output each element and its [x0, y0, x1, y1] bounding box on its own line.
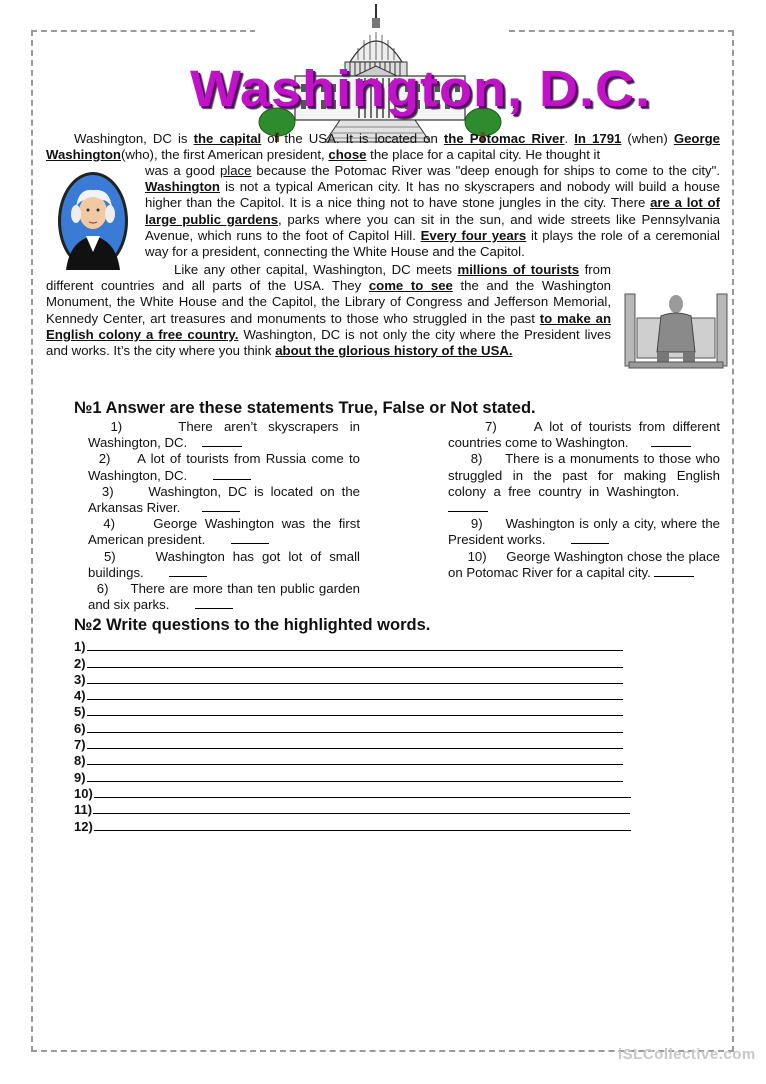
reading-paragraph-2: [145, 163, 720, 260]
text-run: Washington, DC is: [74, 131, 194, 146]
text-run: (when): [621, 131, 674, 146]
highlight-place: place: [219, 163, 252, 178]
highlight-chose: chose: [328, 147, 367, 163]
text-run: .: [564, 131, 575, 146]
text-run: was a good: [145, 163, 220, 178]
highlight-washington-1: Washington: [46, 147, 121, 163]
george-washington-portrait: [56, 170, 130, 272]
statement-number: 5): [103, 548, 116, 564]
text-run: is not a typical American city. It has no skyscrapers and nobody will build a house higher than the Capitol. It is a nice thing not to have stone jungles in the city. There: [145, 179, 720, 211]
statement-number: 6): [96, 581, 109, 597]
write-line[interactable]: [87, 667, 623, 668]
statement-2: [88, 451, 360, 483]
statement-number: 3): [101, 483, 114, 499]
write-line[interactable]: [93, 813, 630, 814]
question-line-2: [74, 654, 644, 670]
line-number: 8): [74, 753, 86, 769]
statement-text: A lot of tourists from Russia come to Washington, DC.: [88, 451, 361, 483]
answer-blank[interactable]: [169, 576, 207, 577]
write-line[interactable]: [94, 830, 631, 831]
statement-4: [88, 516, 360, 548]
statement-6: [88, 581, 360, 613]
statement-number: 7): [485, 419, 497, 434]
statement-9: [448, 516, 720, 548]
line-number: 11): [74, 802, 93, 818]
write-line[interactable]: [87, 715, 623, 716]
question-line-6: [74, 719, 644, 735]
highlight-public-gardens: are a lot of large public gardens: [145, 195, 720, 227]
line-number: 9): [74, 769, 86, 785]
question-lines: [74, 638, 644, 834]
statement-number: 4): [103, 516, 116, 532]
reading-paragraph-3: [46, 262, 611, 359]
answer-blank[interactable]: [195, 608, 233, 609]
highlight-the-capital: the capital: [193, 131, 262, 146]
statement-5: [88, 549, 360, 581]
exercise-1-left-column: [88, 419, 360, 613]
statement-3: [88, 484, 360, 516]
answer-blank[interactable]: [571, 543, 609, 544]
lincoln-statue-image: [623, 290, 729, 370]
text-run: it plays the role of a ceremonial way for a president, connecting the White House and the Capitol.: [145, 227, 720, 260]
write-line[interactable]: [87, 732, 623, 733]
question-line-8: [74, 752, 644, 768]
statement-10: [448, 549, 720, 581]
exercise-2-heading: №2 Write questions to the highlighted words.: [74, 616, 431, 634]
line-number: 10): [74, 785, 93, 801]
answer-blank[interactable]: [202, 446, 242, 447]
question-line-11: [74, 801, 644, 817]
highlight-glorious-history: about the glorious history of the USA.: [275, 343, 513, 359]
write-line[interactable]: [87, 748, 623, 749]
statement-text: Washington, DC is located on the Arkansas River.: [88, 483, 360, 516]
text-run: the place for a capital city. He thought it: [366, 147, 601, 163]
text-run: because the Potomac River was "deep enough for ships to come to the city".: [251, 163, 720, 178]
text-run: Like any other capital, Washington, DC meets: [174, 262, 458, 277]
highlight-george: George: [673, 131, 720, 146]
text-run: (who), the first American president,: [120, 147, 329, 163]
reading-paragraph-1: [46, 131, 720, 163]
highlight-come-to-see: come to see: [368, 278, 453, 294]
line-number: 7): [74, 737, 86, 753]
text-run: Washington, DC is not only the city where the President lives and works. It’s the city where you think: [46, 326, 611, 359]
statement-number: 8): [470, 451, 483, 467]
write-line[interactable]: [87, 781, 623, 782]
line-number: 5): [74, 704, 86, 720]
highlight-washington-2: Washington: [145, 179, 220, 195]
statement-number: 1): [110, 419, 123, 434]
statement-text: There is a monuments to those who struggled in the past for making English colony a free country in Washington.: [448, 451, 720, 499]
write-line[interactable]: [87, 683, 623, 684]
question-line-12: [74, 817, 644, 833]
question-line-9: [74, 768, 644, 784]
question-line-1: [74, 638, 644, 654]
exercise-1-right-column: [448, 419, 720, 581]
statement-number: 10): [467, 548, 487, 564]
statement-text: Washington has got lot of small buildings.: [88, 548, 360, 580]
answer-blank[interactable]: [654, 576, 694, 577]
text-run: of the USA. It is located on: [261, 131, 444, 146]
exercise-1-heading: №1 Answer are these statements True, False or Not stated.: [74, 399, 536, 417]
question-line-3: [74, 671, 644, 687]
site-watermark: iSLCollective.com: [618, 1046, 756, 1063]
question-line-7: [74, 736, 644, 752]
statement-text: George Washington was the first American president.: [88, 516, 361, 548]
title-wrap: [190, 58, 651, 118]
highlight-in-1791: In 1791: [574, 131, 622, 146]
statement-text: There aren’t skyscrapers in Washington, DC.: [88, 419, 361, 451]
highlight-millions-of-tourists: millions of tourists: [457, 262, 580, 277]
statement-text: Washington is only a city, where the President works.: [448, 516, 720, 548]
statement-7: [448, 419, 720, 451]
answer-blank[interactable]: [448, 511, 488, 512]
question-line-5: [74, 703, 644, 719]
statement-number: 2): [98, 451, 111, 467]
statement-8: [448, 451, 720, 516]
statement-text: George Washington chose the place on Potomac River for a capital city.: [448, 548, 721, 580]
highlight-free-country: to make an English colony a free country.: [46, 310, 611, 342]
highlight-every-four-years: Every four years: [420, 227, 527, 243]
text-run: , parks where you can sit in the sun, and wide streets like Pennsylvania Avenue, which runs to the foot of Capitol Hill.: [145, 211, 720, 243]
question-line-10: [74, 785, 644, 801]
write-line[interactable]: [87, 650, 623, 651]
answer-blank[interactable]: [231, 543, 269, 544]
line-number: 3): [74, 671, 86, 687]
text-run: the and the Washington Monument, the White House and the Capitol, the Library of Congress and Jefferson Memorial, Kennedy Center, art treasures and monuments to those who struggled in the past: [46, 278, 611, 326]
line-number: 1): [74, 639, 86, 655]
question-line-4: [74, 687, 644, 703]
answer-blank[interactable]: [202, 511, 240, 512]
line-number: 12): [74, 818, 93, 834]
page-title: Washington, D.C.: [190, 60, 651, 118]
text-run: from different countries and all parts of the USA. They: [46, 262, 612, 294]
line-number: 6): [74, 720, 86, 736]
answer-blank[interactable]: [651, 446, 691, 447]
statement-text: There are more than ten public garden and six parks.: [88, 581, 360, 613]
statement-1: [88, 419, 360, 451]
answer-blank[interactable]: [213, 479, 251, 480]
write-line[interactable]: [94, 797, 631, 798]
statement-number: 9): [470, 516, 483, 532]
statement-text: A lot of tourists from different countries come to Washington.: [448, 419, 721, 451]
line-number: 2): [74, 655, 86, 671]
write-line[interactable]: [87, 699, 623, 700]
write-line[interactable]: [87, 764, 623, 765]
line-number: 4): [74, 688, 86, 704]
highlight-potomac-river: the Potomac River: [443, 131, 565, 146]
